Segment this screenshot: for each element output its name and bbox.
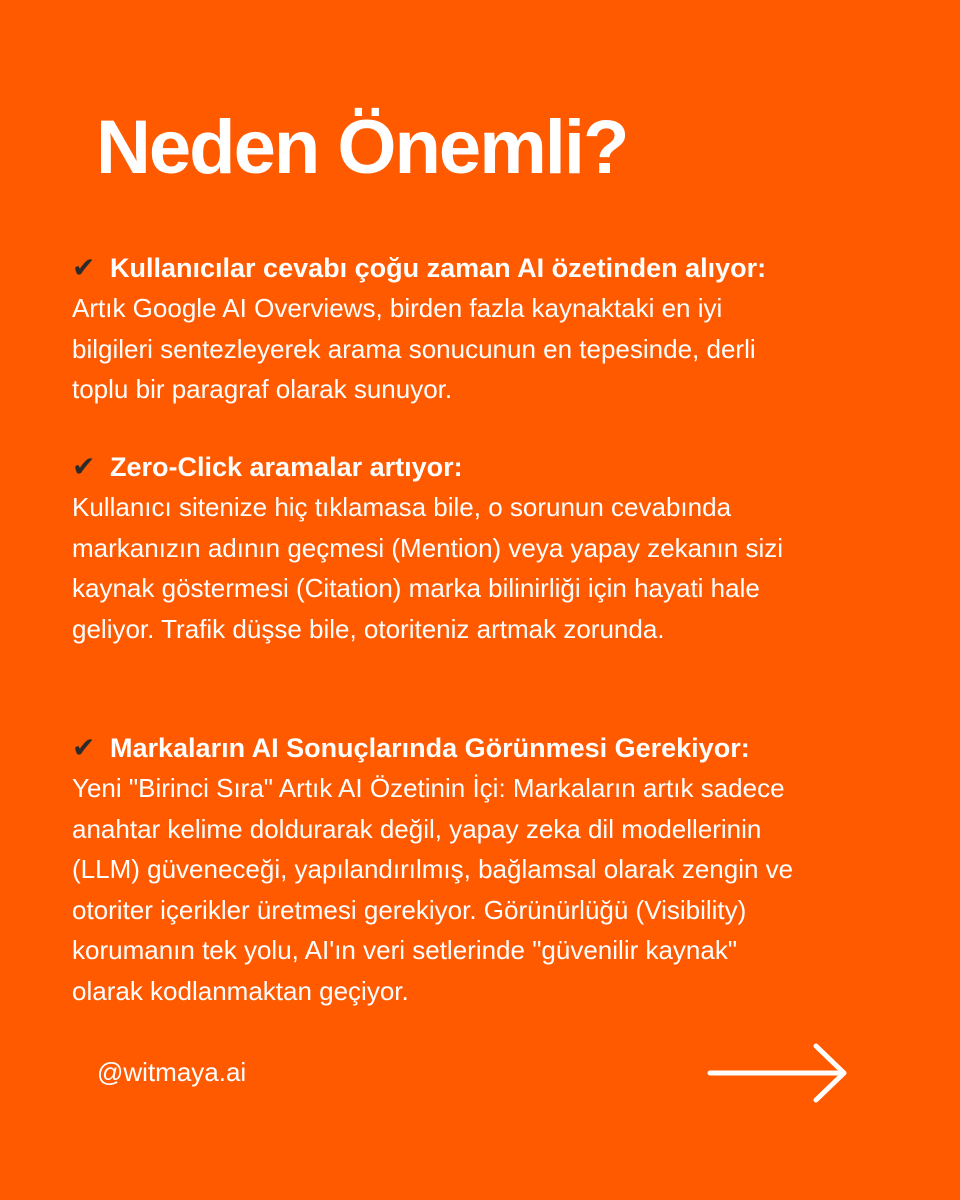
check-mark-icon: ✔ [72, 251, 96, 284]
section-heading-text: Zero-Click aramalar artıyor: [110, 452, 463, 482]
body-line: anahtar kelime doldurarak değil, yapay zeka dil modellerinin [72, 813, 762, 844]
body-line: (LLM) güveneceği, yapılandırılmış, bağlamsal olarak zengin ve [72, 854, 794, 884]
body-line: otoriter içerikler üretmesi gerekiyor. Görünürlüğü (Visibility) [72, 894, 747, 925]
body-line: Kullanıcı sitenize hiç tıklamasa bile, o sorunun cevabında [72, 492, 732, 522]
section-body [72, 768, 902, 1011]
body-line: bilgileri sentezleyerek arama sonucunun en tepesinde, derli [72, 333, 756, 364]
check-mark-icon: ✔ [72, 731, 96, 764]
body-line: toplu bir paragraf olarak sunuyor. [72, 374, 453, 404]
section-heading-text: Markaların AI Sonuçlarında Görünmesi Gerekiyor: [110, 733, 750, 763]
body-line: Artık Google AI Overviews, birden fazla kaynaktaki en iyi [72, 293, 723, 323]
body-line: geliyor. Trafik düşse bile, otoriteniz artmak zorunda. [72, 613, 665, 644]
section-heading [72, 447, 902, 487]
section-zero-click [72, 447, 902, 649]
body-line: korumanın tek yolu, AI'ın veri setlerinde "güvenilir kaynak" [72, 935, 738, 965]
check-mark-icon: ✔ [72, 450, 96, 483]
arrow-right-icon[interactable] [706, 1038, 850, 1108]
section-ai-summary [72, 248, 902, 410]
section-heading [72, 728, 902, 768]
instagram-handle: @witmaya.ai [97, 1057, 247, 1087]
section-heading-text: Kullanıcılar cevabı çoğu zaman AI özetinden alıyor: [110, 253, 767, 283]
section-body [72, 288, 902, 410]
body-line: markanızın adının geçmesi (Mention) veya yapay zekanın sizi [72, 532, 784, 563]
page-title: Neden Önemli? [96, 105, 628, 190]
section-heading [72, 248, 902, 288]
section-body [72, 487, 902, 649]
body-line: kaynak göstermesi (Citation) marka bilinirliği için hayati hale [72, 573, 760, 603]
section-brand-visibility [72, 728, 902, 1011]
body-line: olarak kodlanmaktan geçiyor. [72, 975, 409, 1006]
body-line: Yeni "Birinci Sıra" Artık AI Özetinin İçi: Markaların artık sadece [72, 773, 785, 803]
